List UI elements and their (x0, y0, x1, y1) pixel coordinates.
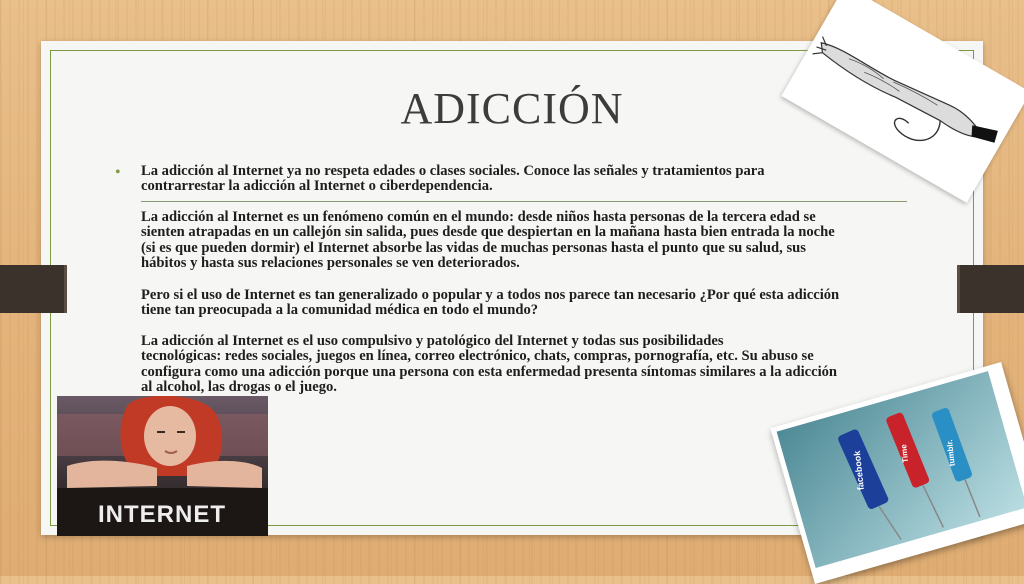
paragraph-definition (141, 334, 911, 396)
paragraph-description (141, 210, 911, 272)
text-line: al alcohol, las drogas o el juego. (141, 379, 337, 396)
text-line: La adicción al Internet es el uso compulsivo y patológico del Internet y todas sus posibilidades (141, 333, 724, 349)
slide-title: ADICCIÓN (400, 84, 624, 133)
text-line: La adicción al Internet ya no respeta edades o clases sociales. Conoce las señales y tratamientos para (141, 163, 765, 179)
text-line: (si es que pueden dormir) el Internet absorbe las vidas de muchas personas hasta el punto que su salud, sus (141, 239, 806, 256)
internet-powder-text: INTERNET (98, 501, 226, 528)
internet-addiction-photo (57, 396, 268, 536)
text-line: hábitos y hasta sus relaciones personales se ven deteriorados. (141, 255, 520, 272)
text-line: configura como una adicción porque una persona con esta enfermedad presenta síntomas similares a la adicción (141, 363, 838, 380)
left-side-bar (0, 265, 67, 313)
girl-photo-illustration (57, 396, 268, 536)
text-line: tiene tan preocupada a la comunidad médica en todo el mundo? (141, 302, 539, 319)
bullet-icon: • (115, 164, 121, 181)
text-line: contrarrestar la adicción al Internet o ciberdependencia. (141, 178, 493, 195)
text-line: Pero si el uso de Internet es tan generalizado o popular y a todos nos parece tan necesario ¿Por qué esta adicción (141, 287, 840, 303)
paragraph-intro (141, 164, 911, 195)
text-line: tecnológicas: redes sociales, juegos en línea, correo electrónico, chats, compras, pornografía, etc. Su abuso se (141, 348, 814, 365)
text-line: La adicción al Internet es un fenómeno común en el mundo: desde niños hasta personas de la tercera edad se (141, 209, 816, 225)
tumblr-label: tumblr. (945, 439, 957, 467)
divider-line (141, 201, 907, 202)
time-label: Time (899, 443, 911, 464)
paragraph-question (141, 288, 911, 319)
right-side-bar (957, 265, 1024, 313)
text-line: sienten atrapadas en un callejón sin salida, pues desde que despiertan en la mañana hasta bien entrada la noche (141, 224, 835, 241)
facebook-label: facebook (851, 450, 866, 491)
